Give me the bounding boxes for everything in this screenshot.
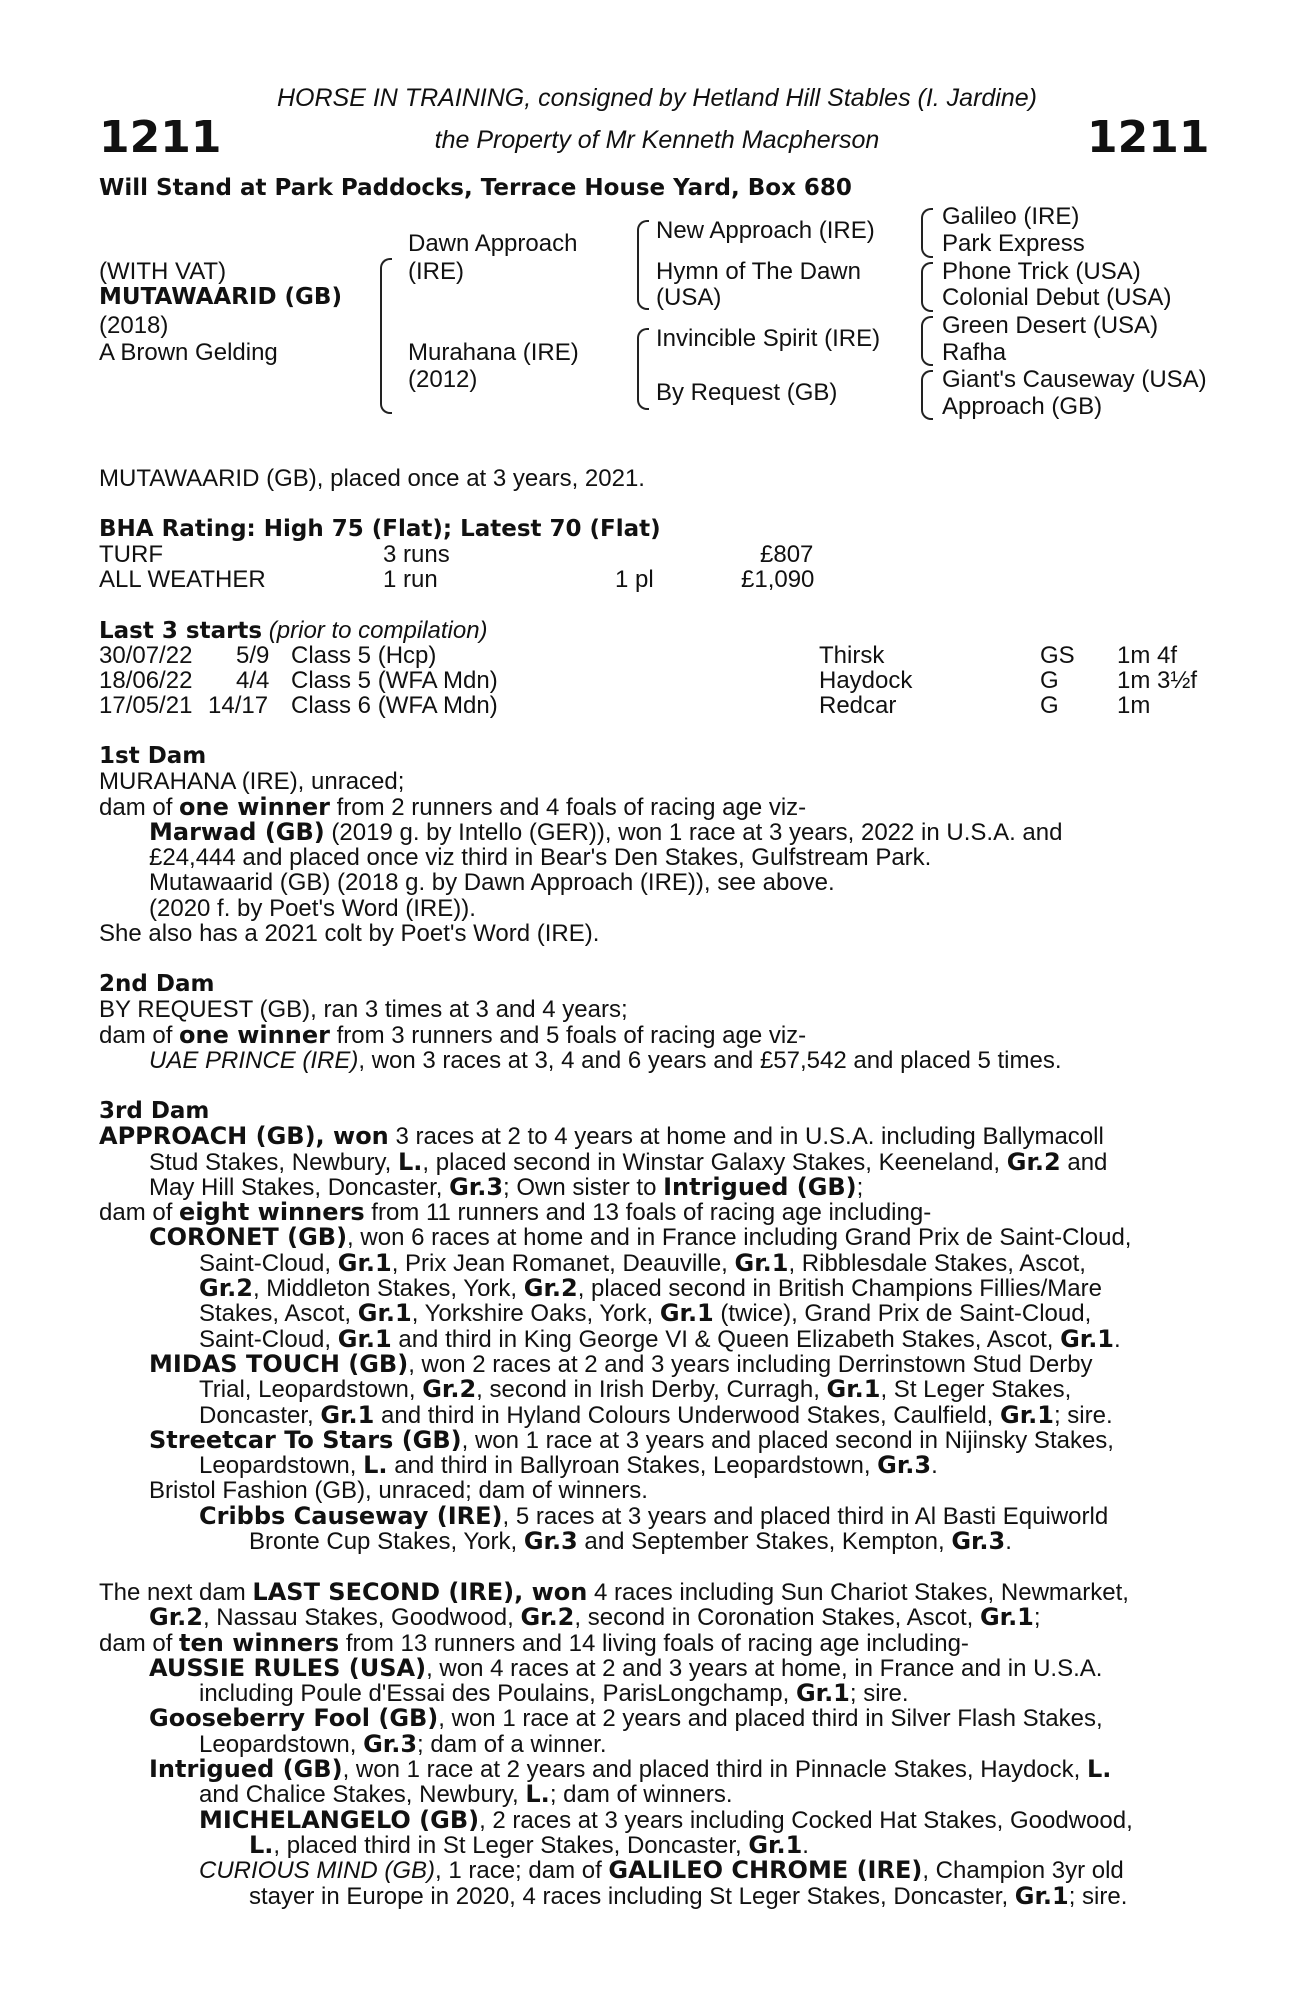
rating-row-amount: £807 (760, 541, 814, 568)
next-dam-line: L., placed third in St Leger Stakes, Doncaster, Gr.1. (249, 1830, 809, 1859)
start-date: 18/06/22 (99, 667, 193, 694)
next-dam-line: Intrigued (GB), won 1 race at 2 years and placed third in Pinnacle Stakes, Haydock, L. (149, 1755, 1112, 1784)
first-dam-line: MURAHANA (IRE), unraced; (99, 768, 405, 796)
third-dam-line: Cribbs Causeway (IRE), 5 races at 3 years and placed third in Al Basti Equiworld (199, 1501, 1109, 1530)
second-dam-section (99, 972, 1199, 1073)
dam-year: (2012) (408, 366, 478, 393)
second-dam-line: BY REQUEST (GB), ran 3 times at 3 and 4 years; (99, 996, 628, 1024)
first-dam-line: £24,444 and placed once viz third in Bear's Den Stakes, Gulfstream Park. (149, 844, 932, 872)
next-dam-line: Gr.2, Nassau Stakes, Goodwood, Gr.2, second in Coronation Stakes, Ascot, Gr.1; (149, 1603, 1041, 1632)
start-distance: 1m 4f (1117, 642, 1178, 669)
third-dam-line: CORONET (GB), won 6 races at home and in France including Grand Prix de Saint-Cloud, (149, 1223, 1132, 1252)
start-race: Class 6 (WFA Mdn) (291, 692, 498, 719)
rating-row-amount: £1,090 (741, 566, 815, 593)
rating-row-runs: 3 runs (383, 541, 450, 568)
next-dam-section (99, 1580, 1199, 1909)
third-dam-line: Trial, Leopardstown, Gr.2, second in Irish Derby, Curragh, Gr.1, St Leger Stakes, (199, 1375, 1072, 1404)
first-dam-line: Marwad (GB) (2019 g. by Intello (GER)), won 1 race at 3 years, 2022 in U.S.A. and (149, 817, 1063, 846)
brace-ds (921, 316, 933, 366)
sire-country: (IRE) (408, 258, 464, 285)
rating-row-surface: ALL WEATHER (99, 566, 266, 593)
ped-ssd: Park Express (942, 230, 1085, 257)
third-dam-line: dam of eight winners from 11 runners and 13 foals of racing age including- (99, 1198, 932, 1227)
start-race: Class 5 (WFA Mdn) (291, 667, 498, 694)
rating-row-runs: 1 run (383, 566, 438, 593)
stand-location: Will Stand at Park Paddocks, Terrace House Yard, Box 680 (99, 175, 852, 201)
last-starts-heading (99, 618, 488, 644)
brace-ss (921, 208, 933, 258)
vat-note: (WITH VAT) (99, 258, 227, 285)
third-dam-line: Saint-Cloud, Gr.1, Prix Jean Romanet, Deauville, Gr.1, Ribblesdale Stakes, Ascot, (199, 1248, 1086, 1277)
sire-dam-country: (USA) (656, 284, 722, 311)
next-dam-line: including Poule d'Essai des Poulains, ParisLongchamp, Gr.1; sire. (199, 1679, 909, 1708)
start-going: G (1040, 667, 1059, 694)
last-starts-title: Last 3 starts (99, 618, 263, 644)
third-dam-line: Stakes, Ascot, Gr.1, Yorkshire Oaks, York, Gr.1 (twice), Grand Prix de Saint-Cloud, (199, 1299, 1092, 1328)
third-dam-line: Gr.2, Middleton Stakes, York, Gr.2, placed second in British Champions Fillies/Mare (199, 1274, 1102, 1303)
first-dam-line: (2020 f. by Poet's Word (IRE)). (149, 894, 476, 922)
lot-number-left: 1211 (99, 112, 222, 163)
sire-sire: New Approach (IRE) (656, 217, 875, 244)
third-dam-line: Streetcar To Stars (GB), won 1 race at 3 years and placed second in Nijinsky Stakes, (149, 1425, 1114, 1454)
ped-ddd: Approach (GB) (942, 393, 1103, 420)
first-dam-title: 1st Dam (99, 743, 207, 769)
brace-dd (921, 370, 933, 420)
next-dam-line: and Chalice Stakes, Newbury, L.; dam of winners. (199, 1780, 733, 1809)
horse-year: (2018) (99, 312, 169, 339)
first-dam-line: dam of one winner from 2 runners and 4 foals of racing age viz- (99, 792, 807, 821)
ped-sdd: Colonial Debut (USA) (942, 284, 1172, 311)
third-dam-line: APPROACH (GB), won 3 races at 2 to 4 years at home and in U.S.A. including Ballymacoll (99, 1122, 1104, 1151)
ped-dds: Giant's Causeway (USA) (942, 366, 1207, 393)
brace-dam (637, 328, 649, 410)
start-going: G (1040, 692, 1059, 719)
third-dam-line: Saint-Cloud, Gr.1 and third in King George VI & Queen Elizabeth Stakes, Ascot, Gr.1. (199, 1324, 1121, 1353)
dam-sire: Invincible Spirit (IRE) (656, 325, 881, 352)
third-dam-section (99, 1099, 1199, 1554)
rating-row-surface: TURF (99, 541, 163, 568)
last-starts-note: (prior to compilation) (268, 617, 488, 644)
next-dam-line: stayer in Europe in 2020, 4 races including St Leger Stakes, Doncaster, Gr.1; sire. (249, 1881, 1128, 1910)
third-dam-title: 3rd Dam (99, 1098, 210, 1124)
ped-sss: Galileo (IRE) (942, 203, 1080, 230)
next-dam-line: CURIOUS MIND (GB), 1 race; dam of GALILEO CHROME (IRE), Champion 3yr old (199, 1856, 1124, 1885)
sire-dam: Hymn of The Dawn (656, 258, 861, 285)
next-dam-line: dam of ten winners from 13 runners and 14 living foals of racing age including- (99, 1628, 969, 1657)
race-summary: MUTAWAARID (GB), placed once at 3 years, 2021. (99, 465, 645, 492)
second-dam-line: UAE PRINCE (IRE), won 3 races at 3, 4 and 6 years and £57,542 and placed 5 times. (149, 1046, 1062, 1074)
start-date: 30/07/22 (99, 642, 193, 669)
third-dam-line: Stud Stakes, Newbury, L., placed second in Winstar Galaxy Stakes, Keeneland, Gr.2 and (149, 1147, 1108, 1176)
first-dam-section (99, 744, 1199, 946)
ped-dss: Green Desert (USA) (942, 312, 1159, 339)
horse-description: A Brown Gelding (99, 339, 278, 366)
property-line: the Property of Mr Kenneth Macpherson (434, 126, 880, 154)
third-dam-line: Leopardstown, L. and third in Ballyroan Stakes, Leopardstown, Gr.3. (199, 1451, 938, 1480)
brace-horse (380, 258, 392, 414)
ped-dsd: Rafha (942, 339, 1007, 366)
start-date: 17/05/21 (99, 692, 193, 719)
next-dam-line: The next dam LAST SECOND (IRE), won 4 races including Sun Chariot Stakes, Newmarket, (99, 1578, 1129, 1606)
third-dam-line: MIDAS TOUCH (GB), won 2 races at 2 and 3 years including Derrinstown Stud Derby (149, 1349, 1093, 1378)
start-course: Thirsk (819, 642, 885, 669)
start-course: Haydock (819, 667, 913, 694)
start-going: GS (1040, 642, 1075, 669)
first-dam-line: She also has a 2021 colt by Poet's Word (IRE). (99, 920, 600, 948)
consignor-line: HORSE IN TRAINING, consigned by Hetland Hill Stables (I. Jardine) (277, 84, 1037, 112)
brace-sire (637, 220, 649, 310)
brace-sd (921, 262, 933, 312)
start-course: Redcar (819, 692, 897, 719)
dam-dam: By Request (GB) (656, 379, 838, 406)
lot-number-right: 1211 (1087, 112, 1210, 163)
start-distance: 1m (1117, 692, 1151, 719)
ped-sds: Phone Trick (USA) (942, 258, 1141, 285)
second-dam-line: dam of one winner from 3 runners and 5 foals of racing age viz- (99, 1020, 807, 1049)
start-pos: 14/17 (208, 692, 269, 719)
next-dam-line: AUSSIE RULES (USA), won 4 races at 2 and 3 years at home, in France and in U.S.A. (149, 1653, 1103, 1682)
rating-title: BHA Rating: High 75 (Flat); Latest 70 (Flat) (99, 516, 661, 542)
horse-name: MUTAWAARID (GB) (99, 284, 342, 310)
third-dam-line: Bronte Cup Stakes, York, Gr.3 and September Stakes, Kempton, Gr.3. (249, 1527, 1012, 1556)
start-race: Class 5 (Hcp) (291, 642, 437, 669)
next-dam-line: MICHELANGELO (GB), 2 races at 3 years including Cocked Hat Stakes, Goodwood, (199, 1805, 1133, 1834)
dam-name: Murahana (IRE) (408, 339, 579, 366)
second-dam-title: 2nd Dam (99, 971, 215, 997)
sire-name: Dawn Approach (408, 230, 578, 257)
third-dam-line: May Hill Stakes, Doncaster, Gr.3; Own sister to Intrigued (GB); (149, 1172, 864, 1201)
third-dam-line: Bristol Fashion (GB), unraced; dam of winners. (149, 1477, 648, 1505)
third-dam-line: Doncaster, Gr.1 and third in Hyland Colours Underwood Stakes, Caulfield, Gr.1; sire. (199, 1400, 1113, 1429)
first-dam-line: Mutawaarid (GB) (2018 g. by Dawn Approach (IRE)), see above. (149, 869, 835, 897)
start-pos: 4/4 (236, 667, 270, 694)
start-pos: 5/9 (236, 642, 270, 669)
next-dam-line: Gooseberry Fool (GB), won 1 race at 2 years and placed third in Silver Flash Stakes, (149, 1704, 1103, 1733)
start-distance: 1m 3½f (1117, 667, 1198, 694)
rating-row-places: 1 pl (615, 566, 654, 593)
next-dam-line: Leopardstown, Gr.3; dam of a winner. (199, 1729, 607, 1758)
